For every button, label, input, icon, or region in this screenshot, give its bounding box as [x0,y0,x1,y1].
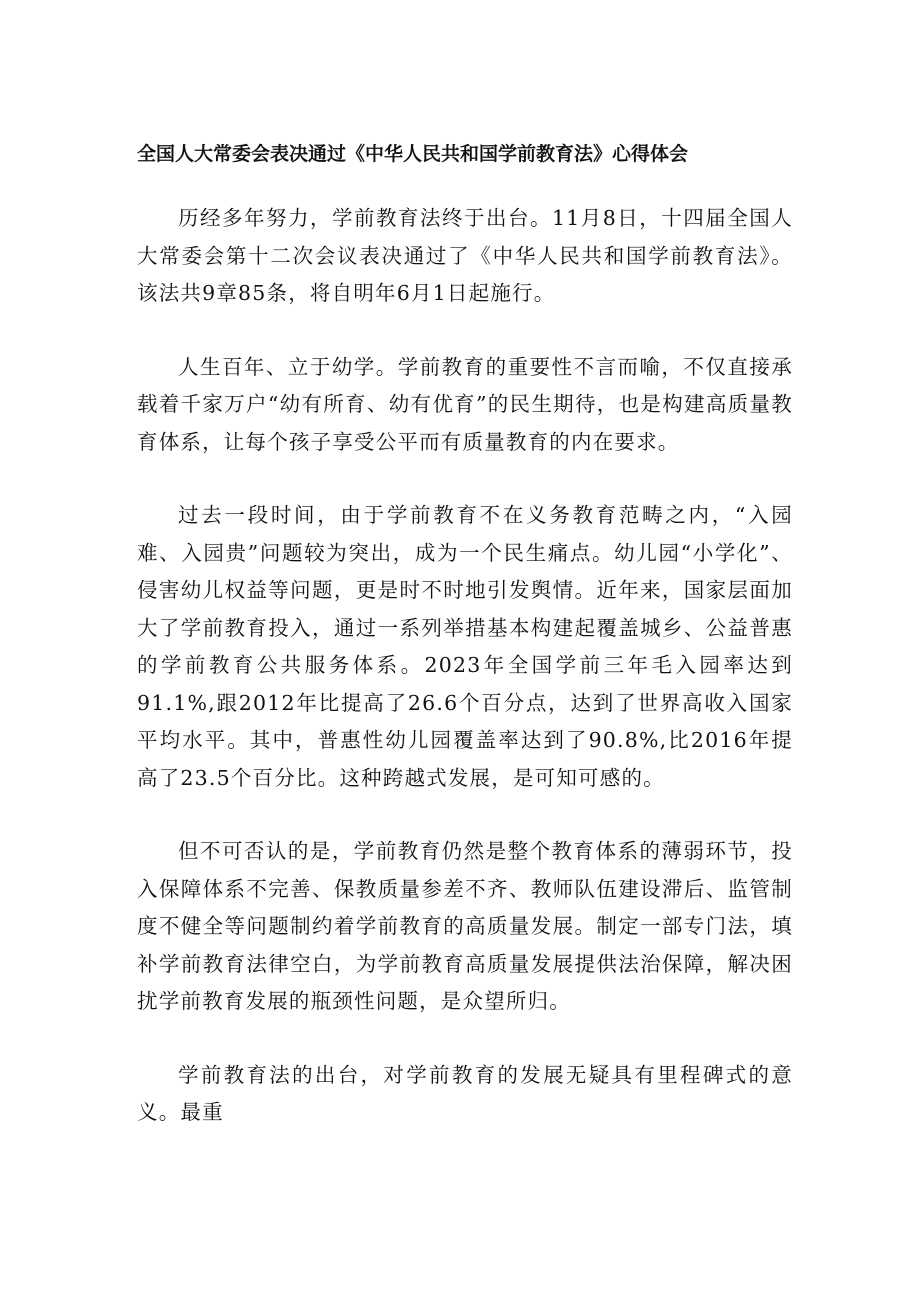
paragraph-4: 但不可否认的是，学前教育仍然是整个教育体系的薄弱环节，投入保障体系不完善、保教质量参差不齐、教师队伍建设滞后、监管制度不健全等问题制约着学前教育的高质量发展。制定一部专门法，填补学前教育法律空白，为学前教育高质量发展提供法治保障，解决困扰学前教育发展的瓶颈性问题，是众望所归。 [137,839,793,1013]
paragraph-3: 过去一段时间，由于学前教育不在义务教育范畴之内，“入园难、入园贵”问题较为突出，成为一个民生痛点。幼儿园“小学化”、侵害幼儿权益等问题，更是时不时地引发舆情。近年来，国家层面加大了学前教育投入，通过一系列举措基本构建起覆盖城乡、公益普惠的学前教育公共服务体系。2023年全国学前三年毛入园率达到91.1%,跟2012年比提高了26.6个百分点，达到了世界高收入国家平均水平。其中，普惠性幼儿园覆盖率达到了90.8%,比2016年提高了23.5个百分比。这种跨越式发展，是可知可感的。 [137,503,793,790]
document-title: 全国人大常委会表决通过《中华人民共和国学前教育法》心得体会 [137,143,689,165]
paragraph-1: 历经多年努力，学前教育法终于出台。11月8日，十四届全国人大常委会第十二次会议表决通过了《中华人民共和国学前教育法》。该法共9章85条，将自明年6月1日起施行。 [137,206,793,305]
paragraph-2: 人生百年、立于幼学。学前教育的重要性不言而喻，不仅直接承载着千家万户“幼有所育、幼有优育”的民生期待，也是构建高质量教育体系，让每个孩子享受公平而有质量教育的内在要求。 [137,354,793,454]
document-body [137,200,793,1168]
paragraph-5: 学前教育法的出台，对学前教育的发展无疑具有里程碑式的意义。最重 [137,1062,793,1124]
